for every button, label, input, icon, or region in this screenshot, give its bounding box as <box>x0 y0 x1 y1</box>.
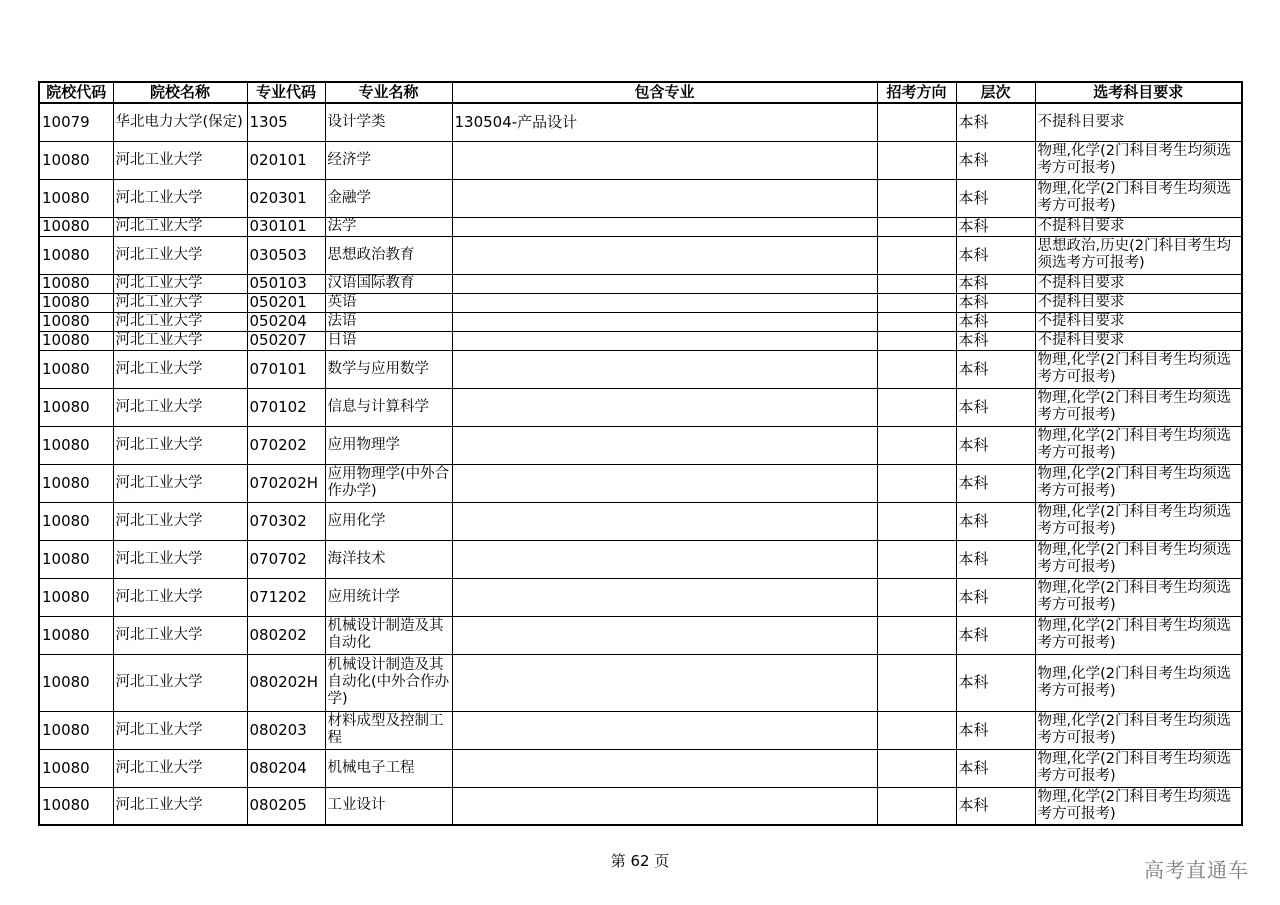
cell-school-code: 10080 <box>39 388 113 426</box>
header-included-majors: 包含专业 <box>452 82 877 103</box>
header-school-code: 院校代码 <box>39 82 113 103</box>
table-row <box>39 502 1242 540</box>
cell-major-code: 080205 <box>247 787 325 825</box>
cell-school-code: 10080 <box>39 540 113 578</box>
cell-level: 本科 <box>956 274 1035 293</box>
table-row <box>39 426 1242 464</box>
cell-level: 本科 <box>956 331 1035 350</box>
cell-subject-requirement: 物理,化学(2门科目考生均须选考方可报考) <box>1035 141 1242 179</box>
cell-included-majors <box>452 787 877 825</box>
cell-major-code: 070702 <box>247 540 325 578</box>
cell-level: 本科 <box>956 179 1035 217</box>
cell-subject-requirement: 不提科目要求 <box>1035 312 1242 331</box>
admission-requirements-table <box>38 81 1243 826</box>
cell-direction <box>877 236 956 274</box>
cell-level: 本科 <box>956 312 1035 331</box>
cell-school-name: 河北工业大学 <box>113 654 247 711</box>
cell-subject-requirement: 不提科目要求 <box>1035 217 1242 236</box>
cell-school-name: 河北工业大学 <box>113 141 247 179</box>
cell-school-name: 河北工业大学 <box>113 464 247 502</box>
table-row <box>39 293 1242 312</box>
cell-school-code: 10080 <box>39 502 113 540</box>
cell-major-name: 机械设计制造及其自动化(中外合作办学) <box>325 654 452 711</box>
table-row <box>39 540 1242 578</box>
cell-major-name: 金融学 <box>325 179 452 217</box>
cell-school-name: 河北工业大学 <box>113 217 247 236</box>
cell-major-name: 机械电子工程 <box>325 749 452 787</box>
cell-school-code: 10080 <box>39 274 113 293</box>
cell-included-majors <box>452 274 877 293</box>
table-row <box>39 578 1242 616</box>
cell-subject-requirement: 物理,化学(2门科目考生均须选考方可报考) <box>1035 578 1242 616</box>
cell-school-name: 河北工业大学 <box>113 787 247 825</box>
cell-included-majors <box>452 236 877 274</box>
cell-school-name: 河北工业大学 <box>113 540 247 578</box>
cell-subject-requirement: 物理,化学(2门科目考生均须选考方可报考) <box>1035 388 1242 426</box>
cell-level: 本科 <box>956 236 1035 274</box>
cell-level: 本科 <box>956 654 1035 711</box>
cell-major-name: 数学与应用数学 <box>325 350 452 388</box>
watermark-text: 高考直通车 <box>1144 858 1249 882</box>
cell-level: 本科 <box>956 217 1035 236</box>
cell-subject-requirement: 物理,化学(2门科目考生均须选考方可报考) <box>1035 654 1242 711</box>
cell-school-code: 10080 <box>39 464 113 502</box>
cell-school-name: 河北工业大学 <box>113 426 247 464</box>
cell-major-name: 英语 <box>325 293 452 312</box>
table-row <box>39 141 1242 179</box>
cell-major-code: 080204 <box>247 749 325 787</box>
table-row <box>39 350 1242 388</box>
cell-school-name: 河北工业大学 <box>113 616 247 654</box>
cell-school-code: 10080 <box>39 331 113 350</box>
cell-major-code: 070302 <box>247 502 325 540</box>
cell-direction <box>877 749 956 787</box>
cell-level: 本科 <box>956 103 1035 141</box>
table-row <box>39 103 1242 141</box>
cell-level: 本科 <box>956 540 1035 578</box>
cell-level: 本科 <box>956 502 1035 540</box>
cell-major-name: 海洋技术 <box>325 540 452 578</box>
cell-major-code: 080202H <box>247 654 325 711</box>
cell-included-majors <box>452 217 877 236</box>
cell-major-code: 070101 <box>247 350 325 388</box>
cell-included-majors <box>452 749 877 787</box>
cell-school-code: 10080 <box>39 293 113 312</box>
cell-level: 本科 <box>956 141 1035 179</box>
cell-major-code: 080203 <box>247 711 325 749</box>
header-direction: 招考方向 <box>877 82 956 103</box>
header-subject-requirement: 选考科目要求 <box>1035 82 1242 103</box>
cell-included-majors <box>452 179 877 217</box>
cell-school-name: 河北工业大学 <box>113 274 247 293</box>
cell-direction <box>877 217 956 236</box>
table-row <box>39 711 1242 749</box>
cell-major-name: 法语 <box>325 312 452 331</box>
cell-school-name: 河北工业大学 <box>113 350 247 388</box>
cell-major-code: 050207 <box>247 331 325 350</box>
cell-school-code: 10080 <box>39 217 113 236</box>
cell-school-name: 河北工业大学 <box>113 749 247 787</box>
cell-major-name: 信息与计算科学 <box>325 388 452 426</box>
table-row <box>39 331 1242 350</box>
cell-subject-requirement: 物理,化学(2门科目考生均须选考方可报考) <box>1035 749 1242 787</box>
cell-major-name: 应用化学 <box>325 502 452 540</box>
cell-major-name: 经济学 <box>325 141 452 179</box>
table-row <box>39 236 1242 274</box>
table-row <box>39 217 1242 236</box>
cell-direction <box>877 350 956 388</box>
cell-school-name: 河北工业大学 <box>113 711 247 749</box>
cell-subject-requirement: 不提科目要求 <box>1035 274 1242 293</box>
cell-subject-requirement: 不提科目要求 <box>1035 103 1242 141</box>
cell-major-code: 070202H <box>247 464 325 502</box>
cell-included-majors <box>452 141 877 179</box>
cell-level: 本科 <box>956 711 1035 749</box>
cell-direction <box>877 787 956 825</box>
cell-direction <box>877 711 956 749</box>
cell-major-name: 应用统计学 <box>325 578 452 616</box>
header-major-code: 专业代码 <box>247 82 325 103</box>
cell-direction <box>877 464 956 502</box>
cell-school-code: 10080 <box>39 578 113 616</box>
cell-school-code: 10080 <box>39 141 113 179</box>
cell-major-code: 050204 <box>247 312 325 331</box>
table-body <box>39 103 1242 825</box>
table-row <box>39 654 1242 711</box>
cell-school-name: 河北工业大学 <box>113 388 247 426</box>
cell-major-code: 020301 <box>247 179 325 217</box>
cell-major-name: 应用物理学 <box>325 426 452 464</box>
table-row <box>39 388 1242 426</box>
cell-school-name: 河北工业大学 <box>113 179 247 217</box>
table-row <box>39 179 1242 217</box>
cell-subject-requirement: 物理,化学(2门科目考生均须选考方可报考) <box>1035 426 1242 464</box>
cell-major-code: 080202 <box>247 616 325 654</box>
page-number: 第 62 页 <box>610 852 670 870</box>
cell-direction <box>877 312 956 331</box>
table-row <box>39 616 1242 654</box>
cell-school-name: 华北电力大学(保定) <box>113 103 247 141</box>
table-row <box>39 274 1242 293</box>
cell-included-majors: 130504-产品设计 <box>452 103 877 141</box>
cell-school-code: 10080 <box>39 711 113 749</box>
cell-major-code: 070202 <box>247 426 325 464</box>
cell-major-code: 020101 <box>247 141 325 179</box>
cell-direction <box>877 274 956 293</box>
cell-major-code: 050201 <box>247 293 325 312</box>
cell-direction <box>877 654 956 711</box>
cell-included-majors <box>452 464 877 502</box>
cell-major-code: 030101 <box>247 217 325 236</box>
cell-school-code: 10080 <box>39 426 113 464</box>
cell-school-code: 10080 <box>39 350 113 388</box>
cell-subject-requirement: 物理,化学(2门科目考生均须选考方可报考) <box>1035 711 1242 749</box>
cell-subject-requirement: 物理,化学(2门科目考生均须选考方可报考) <box>1035 502 1242 540</box>
cell-major-code: 070102 <box>247 388 325 426</box>
cell-included-majors <box>452 312 877 331</box>
cell-school-code: 10079 <box>39 103 113 141</box>
cell-major-code: 030503 <box>247 236 325 274</box>
table-row <box>39 464 1242 502</box>
table-row <box>39 749 1242 787</box>
cell-level: 本科 <box>956 293 1035 312</box>
cell-direction <box>877 578 956 616</box>
header-row <box>39 82 1242 103</box>
cell-subject-requirement: 物理,化学(2门科目考生均须选考方可报考) <box>1035 350 1242 388</box>
cell-school-name: 河北工业大学 <box>113 293 247 312</box>
cell-direction <box>877 141 956 179</box>
cell-major-name: 机械设计制造及其自动化 <box>325 616 452 654</box>
cell-direction <box>877 179 956 217</box>
cell-direction <box>877 331 956 350</box>
cell-school-name: 河北工业大学 <box>113 236 247 274</box>
cell-level: 本科 <box>956 464 1035 502</box>
cell-included-majors <box>452 654 877 711</box>
cell-school-name: 河北工业大学 <box>113 312 247 331</box>
cell-level: 本科 <box>956 350 1035 388</box>
cell-subject-requirement: 不提科目要求 <box>1035 293 1242 312</box>
cell-major-name: 应用物理学(中外合作办学) <box>325 464 452 502</box>
cell-subject-requirement: 物理,化学(2门科目考生均须选考方可报考) <box>1035 787 1242 825</box>
cell-included-majors <box>452 293 877 312</box>
cell-major-code: 071202 <box>247 578 325 616</box>
cell-included-majors <box>452 350 877 388</box>
cell-major-name: 设计学类 <box>325 103 452 141</box>
cell-school-code: 10080 <box>39 749 113 787</box>
cell-level: 本科 <box>956 787 1035 825</box>
cell-subject-requirement: 不提科目要求 <box>1035 331 1242 350</box>
cell-major-name: 日语 <box>325 331 452 350</box>
cell-major-name: 工业设计 <box>325 787 452 825</box>
cell-included-majors <box>452 711 877 749</box>
cell-school-code: 10080 <box>39 654 113 711</box>
cell-direction <box>877 540 956 578</box>
cell-included-majors <box>452 426 877 464</box>
cell-major-name: 材料成型及控制工程 <box>325 711 452 749</box>
cell-school-name: 河北工业大学 <box>113 578 247 616</box>
cell-level: 本科 <box>956 749 1035 787</box>
cell-school-code: 10080 <box>39 179 113 217</box>
cell-school-code: 10080 <box>39 312 113 331</box>
cell-direction <box>877 388 956 426</box>
cell-school-code: 10080 <box>39 616 113 654</box>
cell-included-majors <box>452 578 877 616</box>
cell-subject-requirement: 物理,化学(2门科目考生均须选考方可报考) <box>1035 616 1242 654</box>
header-major-name: 专业名称 <box>325 82 452 103</box>
cell-school-name: 河北工业大学 <box>113 502 247 540</box>
cell-level: 本科 <box>956 616 1035 654</box>
cell-major-code: 050103 <box>247 274 325 293</box>
cell-direction <box>877 103 956 141</box>
cell-direction <box>877 616 956 654</box>
cell-level: 本科 <box>956 388 1035 426</box>
cell-direction <box>877 426 956 464</box>
cell-direction <box>877 502 956 540</box>
cell-direction <box>877 293 956 312</box>
cell-school-code: 10080 <box>39 787 113 825</box>
cell-level: 本科 <box>956 426 1035 464</box>
cell-subject-requirement: 物理,化学(2门科目考生均须选考方可报考) <box>1035 540 1242 578</box>
cell-included-majors <box>452 331 877 350</box>
cell-included-majors <box>452 540 877 578</box>
header-school-name: 院校名称 <box>113 82 247 103</box>
cell-major-name: 汉语国际教育 <box>325 274 452 293</box>
cell-major-name: 思想政治教育 <box>325 236 452 274</box>
cell-subject-requirement: 物理,化学(2门科目考生均须选考方可报考) <box>1035 464 1242 502</box>
cell-subject-requirement: 物理,化学(2门科目考生均须选考方可报考) <box>1035 179 1242 217</box>
header-level: 层次 <box>956 82 1035 103</box>
cell-school-name: 河北工业大学 <box>113 331 247 350</box>
cell-included-majors <box>452 388 877 426</box>
table-row <box>39 787 1242 825</box>
cell-major-code: 1305 <box>247 103 325 141</box>
cell-included-majors <box>452 616 877 654</box>
table-row <box>39 312 1242 331</box>
cell-subject-requirement: 思想政治,历史(2门科目考生均须选考方可报考) <box>1035 236 1242 274</box>
cell-major-name: 法学 <box>325 217 452 236</box>
cell-level: 本科 <box>956 578 1035 616</box>
cell-included-majors <box>452 502 877 540</box>
cell-school-code: 10080 <box>39 236 113 274</box>
